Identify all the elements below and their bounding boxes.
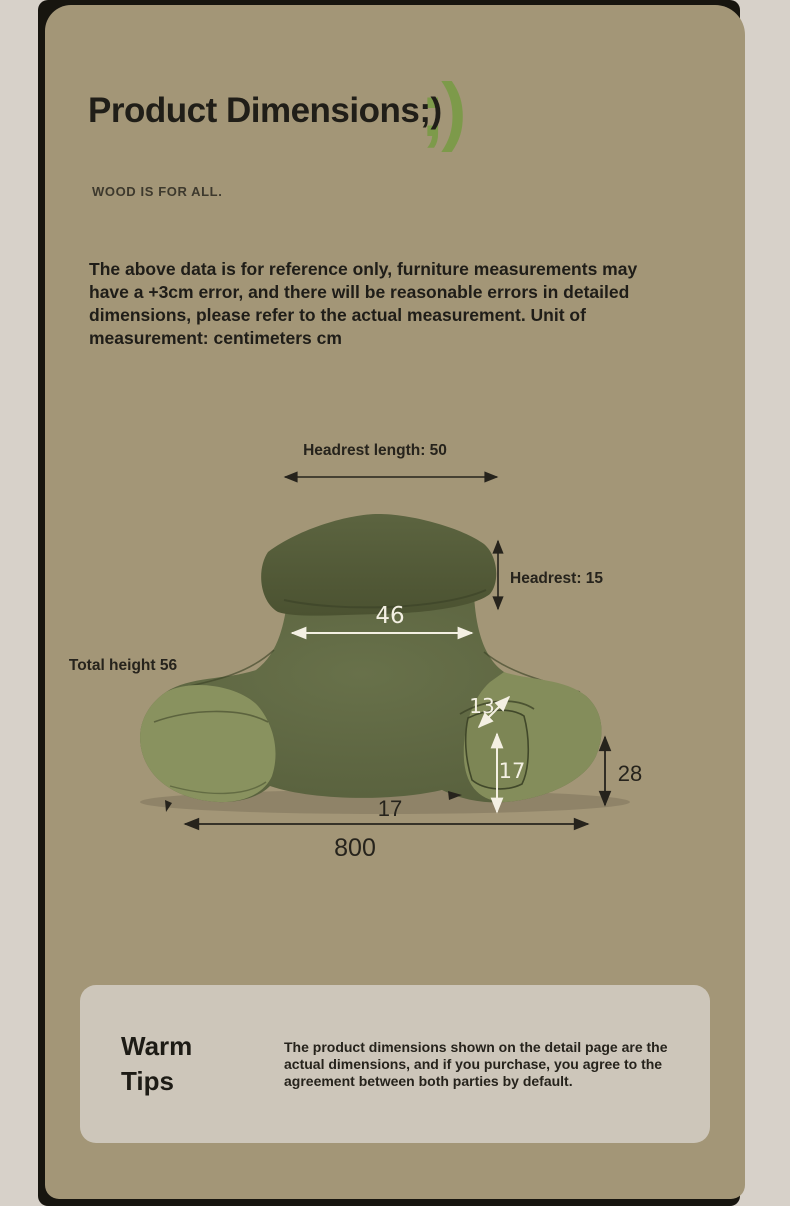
warm-tips-heading: Warm Tips	[121, 1031, 193, 1097]
total-height-label: Total height 56	[68, 657, 178, 674]
warm-tips-body: The product dimensions shown on the detail page are the actual dimensions, and if you purchase, you agree to the agreement between both parties by default.	[284, 1039, 668, 1089]
warm-tips-box	[80, 985, 710, 1143]
measurement-disclaimer: The above data is for reference only, furniture measurements may have a +3cm error, and there will be reasonable errors in detailed dimensions, please refer to the actual measurement. Unit of measurement: centimeters cm	[89, 259, 638, 348]
page-title: Product Dimensions;)	[88, 91, 442, 130]
pocket-height-label: 17	[498, 759, 526, 783]
headrest-length-label: Headrest length: 50	[303, 442, 447, 459]
green-wink-icon: ;)	[420, 68, 463, 153]
pillow-headrest	[261, 514, 496, 616]
overall-width-label: 800	[334, 834, 376, 860]
header	[88, 68, 648, 181]
headrest-height-label: Headrest: 15	[510, 570, 604, 587]
brand-tagline: WOOD IS FOR ALL.	[92, 184, 223, 199]
inner-back-width-label: 46	[375, 603, 405, 629]
arm-height-label: 28	[617, 761, 643, 786]
pocket-flap-width-label: 13	[469, 694, 495, 718]
pillow-dimension-diagram	[60, 430, 720, 860]
base-depth-label: 17	[377, 796, 403, 821]
product-dimensions-panel	[45, 5, 745, 1199]
